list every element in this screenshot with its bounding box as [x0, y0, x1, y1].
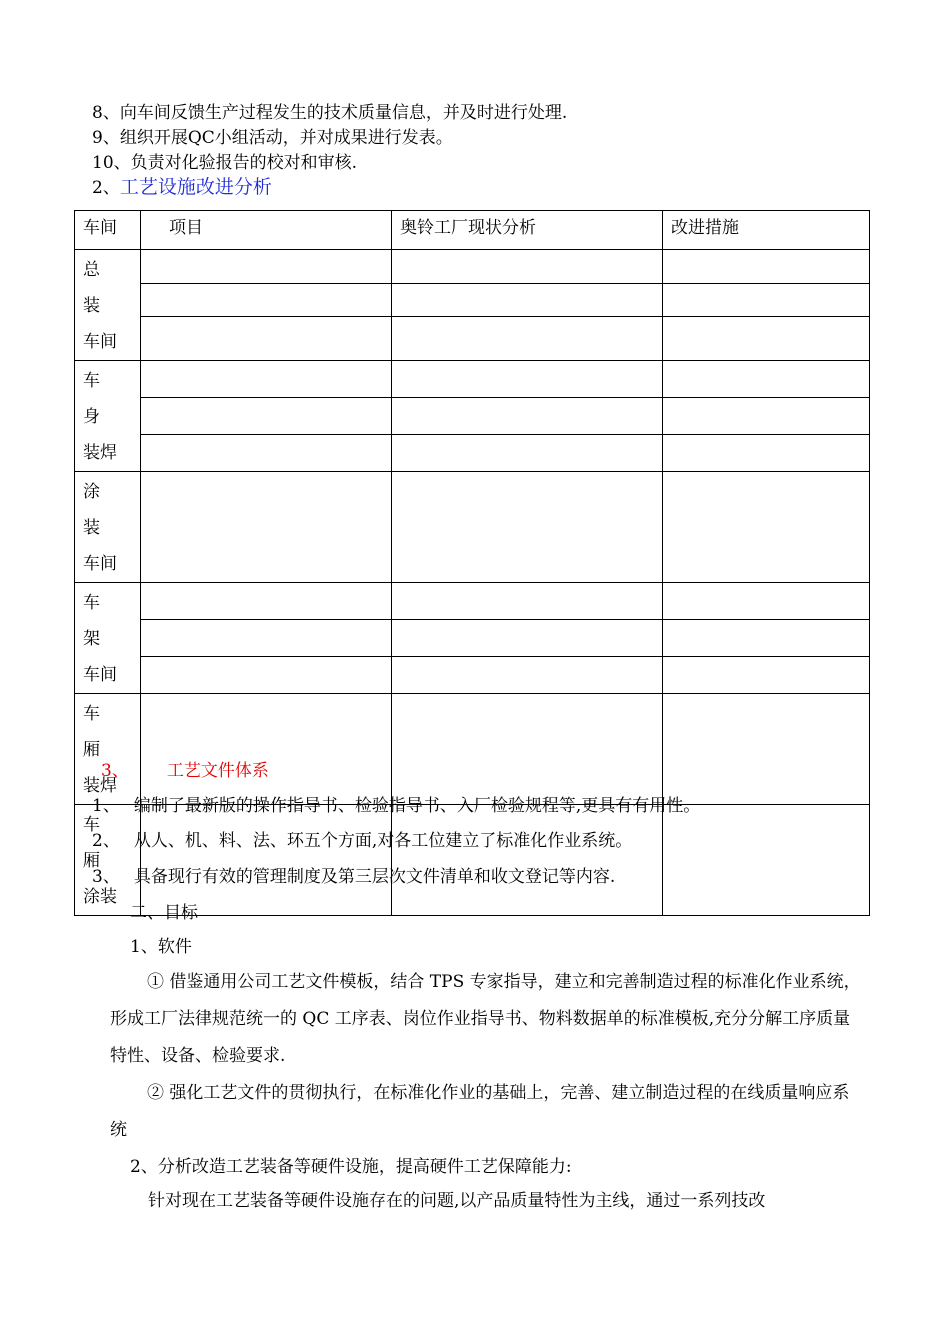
section-3-item — [92, 796, 700, 816]
table-cell — [663, 657, 870, 694]
header-status-analysis: 奥铃工厂现状分析 — [392, 211, 663, 250]
section-2-number: 2、 — [92, 178, 120, 198]
section-3-title: 工艺文件体系 — [166, 761, 269, 781]
hardware-heading: 2、分析改造工艺装备等硬件设施，提高硬件工艺保障能力: — [130, 1157, 572, 1177]
table-cell — [141, 398, 392, 435]
workshop-cell — [75, 361, 141, 472]
table-cell — [663, 694, 870, 805]
table-cell — [392, 657, 663, 694]
table-cell — [663, 361, 870, 398]
table-cell — [663, 283, 870, 317]
list-item-8: 8、向车间反馈生产过程发生的技术质量信息，并及时进行处理. — [92, 103, 568, 123]
workshop-name-line1: 涂 装 — [83, 482, 117, 538]
table-cell — [392, 472, 663, 583]
workshop-name-line2: 装焊 — [83, 776, 117, 796]
item-number: 3、 — [92, 867, 120, 887]
header-item: 项目 — [141, 211, 392, 250]
workshop-name-line1: 车 身 — [83, 371, 117, 427]
header-improvement: 改进措施 — [663, 211, 870, 250]
table-cell — [392, 250, 663, 284]
table-cell — [141, 620, 392, 657]
table-row — [75, 398, 870, 435]
section-3-heading — [101, 761, 269, 781]
workshop-name-line1: 车 厢 — [83, 704, 117, 760]
table-row — [75, 583, 870, 620]
table-cell — [141, 583, 392, 620]
table-header-row — [75, 211, 870, 250]
table-row — [75, 694, 870, 805]
table-cell — [141, 317, 392, 361]
item-text: 编制了最新版的操作指导书、检验指导书、入厂检验规程等,更具有有用性。 — [133, 796, 701, 816]
hardware-paragraph: 针对现在工艺装备等硬件设施存在的问题,以产品质量特性为主线，通过一系列技改 — [148, 1191, 766, 1211]
section-3-number: 3、 — [101, 761, 129, 781]
table-cell — [663, 805, 870, 916]
goal-heading: 二、目标 — [130, 903, 198, 923]
table-row — [75, 472, 870, 583]
workshop-cell — [75, 472, 141, 583]
table-cell — [141, 657, 392, 694]
table-cell — [663, 472, 870, 583]
workshop-name-line2: 涂装 — [83, 887, 117, 907]
software-paragraph-2: ② 强化工艺文件的贯彻执行，在标准化作业的基础上，完善、建立制造过程的在线质量响应系统 — [110, 1083, 850, 1140]
list-item-9: 9、组织开展QC小组活动，并对成果进行发表。 — [92, 128, 453, 148]
table-row — [75, 620, 870, 657]
workshop-cell — [75, 583, 141, 694]
table-cell — [392, 805, 663, 916]
table-cell — [141, 694, 392, 805]
workshop-name-line2: 装焊 — [83, 443, 117, 463]
section-3-item — [92, 831, 632, 851]
table-cell — [663, 435, 870, 472]
table-cell — [392, 361, 663, 398]
table-cell — [392, 398, 663, 435]
table-cell — [663, 250, 870, 284]
software-heading: 1、软件 — [130, 937, 192, 957]
table-row — [75, 361, 870, 398]
item-number: 1、 — [92, 796, 120, 816]
table-row — [75, 283, 870, 317]
workshop-name-line2: 车间 — [83, 332, 117, 352]
table-cell — [141, 805, 392, 916]
workshop-name-line1: 车 架 — [83, 593, 117, 649]
table-cell — [141, 472, 392, 583]
table-row — [75, 657, 870, 694]
workshop-cell — [75, 805, 141, 916]
software-paragraph-1: ① 借鉴通用公司工艺文件模板，结合 TPS 专家指导，建立和完善制造过程的标准化作业系统，形成工厂法律规范统一的 QC 工序表、岗位作业指导书、物料数据单的标准模板,充分分解工序质量特性、设备、检验要求. — [110, 972, 861, 1066]
workshop-name-line2: 车间 — [83, 554, 117, 574]
table-cell — [663, 398, 870, 435]
table-cell — [392, 317, 663, 361]
section-2-title: 工艺设施改进分析 — [119, 176, 272, 198]
list-item-10: 10、负责对化验报告的校对和审核. — [92, 153, 358, 173]
table-cell — [663, 317, 870, 361]
table-cell — [141, 435, 392, 472]
table-cell — [663, 583, 870, 620]
item-text: 具备现行有效的管理制度及第三层次文件清单和收文登记等内容. — [133, 867, 616, 887]
section-2-heading — [92, 177, 272, 198]
workshop-cell — [75, 694, 141, 805]
table-row — [75, 805, 870, 916]
header-workshop: 车间 — [75, 211, 141, 250]
table-cell — [392, 620, 663, 657]
table-cell — [141, 283, 392, 317]
item-number: 2、 — [92, 831, 120, 851]
workshop-cell — [75, 250, 141, 361]
table-cell — [392, 583, 663, 620]
workshop-name-line1: 车 厢 — [83, 815, 117, 871]
table-row — [75, 250, 870, 284]
table-cell — [141, 361, 392, 398]
item-text: 从人、机、料、法、环五个方面,对各工位建立了标准化作业系统。 — [133, 831, 633, 851]
workshop-name-line1: 总 装 — [83, 260, 117, 316]
table-cell — [141, 250, 392, 284]
table-cell — [392, 694, 663, 805]
table-cell — [663, 620, 870, 657]
table-row — [75, 435, 870, 472]
table-row — [75, 317, 870, 361]
workshop-name-line2: 车间 — [83, 665, 117, 685]
table-cell — [392, 283, 663, 317]
table-cell — [392, 435, 663, 472]
section-3-item — [92, 867, 615, 887]
